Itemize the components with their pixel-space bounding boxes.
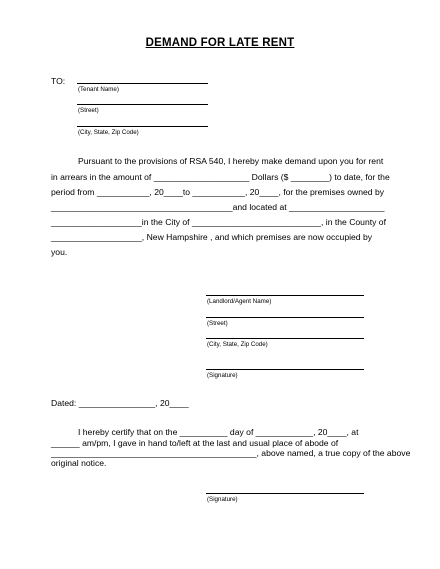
to-label: TO: (51, 76, 66, 86)
body-line-1: Pursuant to the provisions of RSA 540, I hereby make demand upon you for rent (78, 156, 384, 166)
tenant-name-caption: (Tenant Name) (78, 86, 119, 93)
landlord-street-caption: (Street) (207, 320, 228, 327)
body-line-2: in arrears in the amount of ____________________ Dollars ($ ________) to date, for the (51, 172, 390, 182)
landlord-signature-line[interactable] (206, 369, 364, 370)
landlord-signature-caption: (Signature) (207, 372, 238, 379)
tenant-street-line[interactable] (77, 104, 208, 105)
body-line-5: ___________________in the City of ___________________________, in the County of (51, 217, 386, 227)
landlord-street-line[interactable] (206, 317, 364, 318)
certify-signature-caption: (Signature) (207, 496, 238, 503)
tenant-city-line[interactable] (77, 126, 208, 127)
landlord-city-caption: (City, State, Zip Code) (207, 341, 268, 348)
tenant-city-caption: (City, State, Zip Code) (78, 129, 139, 136)
body-line-7: you. (51, 247, 68, 257)
body-line-4: ______________________________________and located at ____________________ (51, 202, 385, 212)
landlord-name-line[interactable] (206, 295, 364, 296)
certify-line-2: ______ am/pm, I gave in hand to/left at the last and usual place of abode of (51, 438, 339, 448)
dated-line: Dated: ________________, 20____ (51, 398, 189, 408)
landlord-city-line[interactable] (206, 338, 364, 339)
certify-line-1: I hereby certify that on the __________ day of ____________, 20____, at (78, 427, 359, 437)
page-title: DEMAND FOR LATE RENT (145, 37, 295, 49)
body-line-3: period from ___________, 20____to ___________, 20____, for the premises owned by (51, 187, 385, 197)
tenant-name-line[interactable] (77, 83, 208, 84)
certify-signature-line[interactable] (206, 493, 364, 494)
body-line-6: ___________________, New Hampshire , and which premises are now occupied by (51, 232, 373, 242)
certify-line-4: original notice. (51, 458, 107, 468)
certify-line-3: ___________________________________________, above named, a true copy of the above (51, 448, 411, 458)
landlord-name-caption: (Landlord/Agent Name) (207, 298, 272, 305)
tenant-street-caption: (Street) (78, 107, 99, 114)
